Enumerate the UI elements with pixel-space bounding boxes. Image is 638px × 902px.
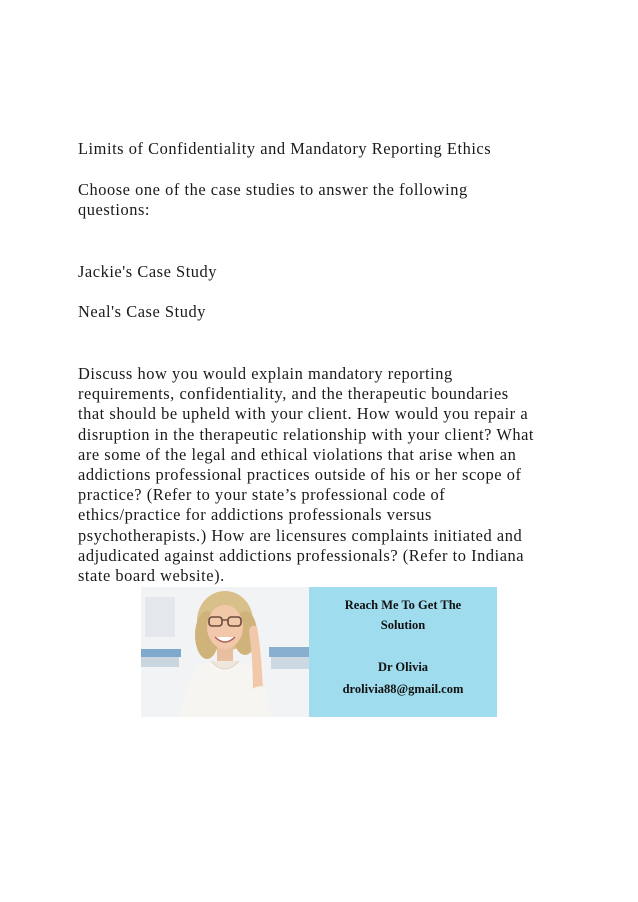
- contact-banner: [141, 587, 497, 717]
- banner-headline-line-1: Reach Me To Get The: [344, 598, 462, 612]
- body-paragraph: [78, 364, 568, 586]
- case-study-neal: Neal's Case Study: [78, 302, 206, 321]
- body-line: requirements, confidentiality, and the therapeutic boundaries: [78, 384, 509, 404]
- body-line: Discuss how you would explain mandatory reporting: [78, 364, 453, 383]
- contact-info-panel: [309, 587, 497, 717]
- body-line: disruption in the therapeutic relationship with your client? What: [78, 424, 535, 444]
- intro-line: Choose one of the case studies to answer the following: [78, 180, 468, 199]
- banner-headline-line-2: Solution: [380, 618, 426, 632]
- body-line: ethics/practice for addictions professionals versus: [78, 505, 432, 525]
- body-line: adjudicated against addictions professionals? (Refer to Indiana: [78, 545, 525, 565]
- case-study-jackie: Jackie's Case Study: [78, 262, 218, 281]
- body-line: state board website).: [78, 566, 225, 586]
- woman-photo-illustration: [141, 587, 309, 717]
- document-title: Limits of Confidentiality and Mandatory Reporting Ethics: [78, 139, 492, 158]
- intro-paragraph: [78, 180, 568, 220]
- body-line: practice? (Refer to your state’s professional code of: [78, 485, 446, 505]
- contact-email[interactable]: drolivia88@gmail.com: [342, 682, 464, 696]
- body-line: are some of the legal and ethical violations that arise when an: [78, 444, 517, 464]
- body-line: that should be upheld with your client. How would you repair a: [78, 404, 529, 424]
- woman-photo: [141, 587, 309, 717]
- contact-name: Dr Olivia: [377, 660, 429, 674]
- body-line: addictions professional practices outside of his or her scope of: [78, 465, 522, 485]
- body-line: psychotherapists.) How are licensures complaints initiated and: [78, 525, 523, 545]
- intro-line: questions:: [78, 200, 150, 220]
